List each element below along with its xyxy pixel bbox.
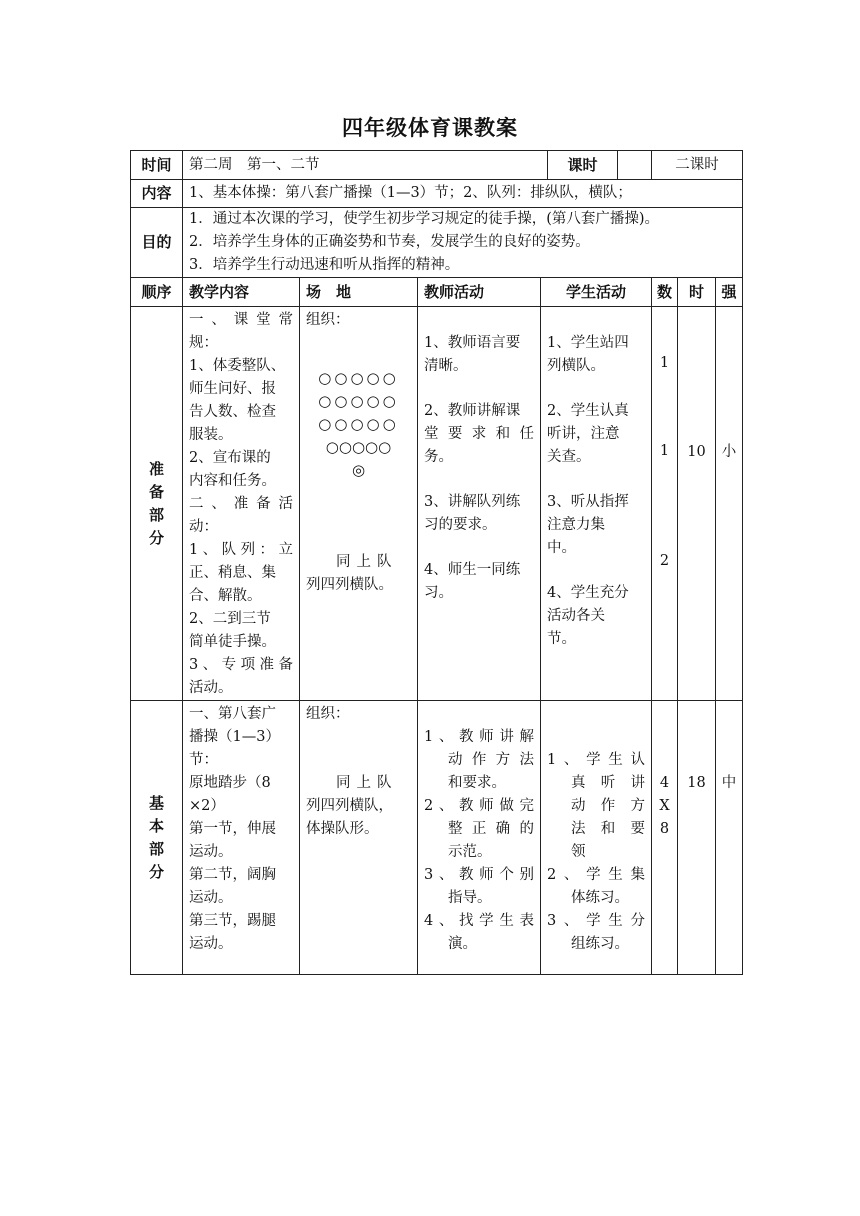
- prep-time: 10: [678, 307, 716, 701]
- lesson-plan-table: [130, 150, 743, 975]
- goal-line: 1．通过本次课的学习，使学生初步学习规定的徒手操，(第八套广播操)。: [189, 211, 660, 227]
- basic-time: 18: [678, 701, 716, 975]
- basic-student-activity: 1、学生认 真听讲 动作方 法和要 领 2、学生集 体练习。 3、学生分 组练习。: [541, 701, 652, 975]
- goal-label: 目的: [131, 208, 183, 278]
- field-org-label: 组织：: [306, 312, 350, 328]
- header-field: 场 地: [300, 278, 418, 307]
- basic-field: 组织： 同上队 列四列横队， 体操队形。: [300, 701, 418, 975]
- hours-value: 二课时: [652, 151, 743, 180]
- header-teacher-activity: 教师活动: [418, 278, 541, 307]
- teacher-position-icon: ◎: [351, 461, 366, 479]
- basic-count: 4 X 8: [652, 701, 678, 975]
- prep-teach-content: 一、课堂常 规： 1、体委整队、 师生问好、报 告人数、检查 服装。 2、宣布课的 内容和任务。 二、准备活 动： 1、队列：立 正、稍息、集 合、解散。 2、二到三节 简单徒手操。 3、专项准备 活动。: [183, 307, 300, 701]
- formation-row: ○○○○○: [325, 438, 392, 456]
- prep-student-activity: 1、学生站四 列横队。 2、学生认真 听讲，注意 关查。 3、听从指挥 注意力集 中。 4、学生充分 活动各关 节。: [541, 307, 652, 701]
- hours-label: 课时: [547, 151, 618, 180]
- basic-teacher-activity: 1、教师讲解 动作方法 和要求。 2、教师做完 整正确的 示范。 3、教师个别 指导。 4、找学生表 演。: [418, 701, 541, 975]
- prep-section-label: 准 备 部 分: [131, 307, 183, 701]
- basic-intensity: 中: [716, 701, 743, 975]
- goal-line: 2．培养学生身体的正确姿势和节奏，发展学生的良好的姿势。: [189, 234, 590, 250]
- header-order: 顺序: [131, 278, 183, 307]
- formation-row: ○○○○○: [318, 369, 399, 387]
- header-time: 时: [678, 278, 716, 307]
- content-label: 内容: [131, 180, 183, 208]
- formation-row: ○○○○○: [318, 415, 399, 433]
- header-teach-content: 教学内容: [183, 278, 300, 307]
- prep-intensity: 小: [716, 307, 743, 701]
- header-student-activity: 学生活动: [541, 278, 652, 307]
- prep-field: 组织： ○○○○○ ○○○○○ ○○○○○ ○○○○○ ◎ 同上队 列四列横队。: [300, 307, 418, 701]
- formation-row: ○○○○○: [318, 392, 399, 410]
- basic-section-label: 基 本 部 分: [131, 701, 183, 975]
- prep-count: 1 1 2: [652, 307, 678, 701]
- content-value: 1、基本体操：第八套广播操（1—3）节；2、队列：排纵队，横队；: [183, 180, 743, 208]
- time-value-cell: [183, 151, 652, 180]
- goal-list: [183, 208, 743, 278]
- time-value: 第二周 第一、二节: [189, 156, 320, 173]
- header-intensity: 强: [716, 278, 743, 307]
- page-title: 四年级体育课教案: [342, 115, 518, 140]
- basic-teach-content: 一、第八套广 播操（1—3） 节： 原地踏步（8 ×2） 第一节，伸展 运动。 第二节，阔胸 运动。 第三节，踢腿 运动。: [183, 701, 300, 975]
- time-label: 时间: [131, 151, 183, 180]
- goal-line: 3．培养学生行动迅速和听从指挥的精神。: [189, 257, 460, 273]
- prep-teacher-activity: 1、教师语言要 清晰。 2、教师讲解课 堂要求和任 务。 3、讲解队列练 习的要求。 4、师生一同练 习。: [418, 307, 541, 701]
- header-count: 数: [652, 278, 678, 307]
